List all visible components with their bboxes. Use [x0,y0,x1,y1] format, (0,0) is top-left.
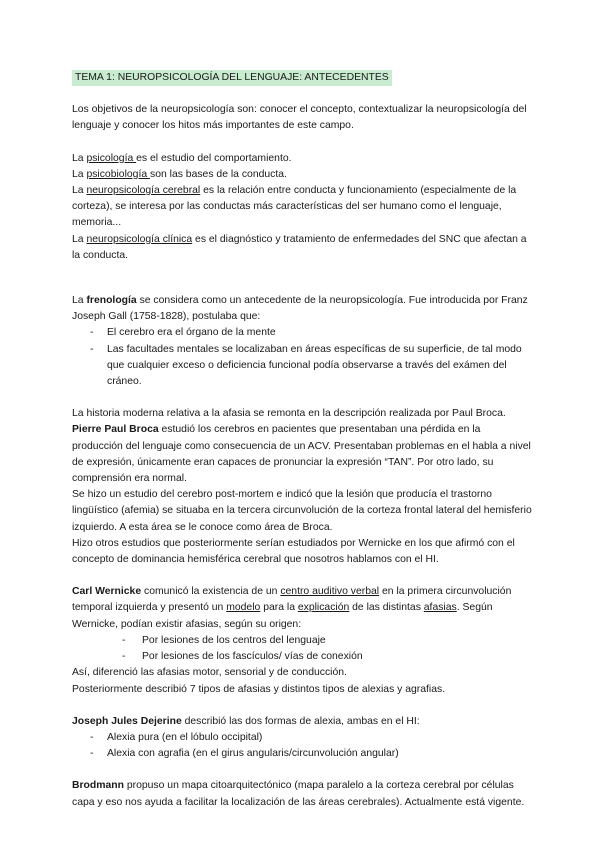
list-item: - Por lesiones de los fascículos/ vías de conexión [72,649,532,665]
def-psicobiologia: La psicobiología son las bases de la conducta. [72,168,287,180]
name-broca: Pierre Paul Broca [72,424,159,436]
term-neuropsicologia-cerebral: neuropsicología cerebral [86,185,201,197]
def-neuropsicologia-cerebral: La neuropsicología cerebral es la relación entre conducta y funcionamiento (especialmente de la corteza), se interesa por las conductas más características del ser humano como el lenguaje, memoria... [72,185,517,229]
title-highlight: TEMA 1: NEUROPSICOLOGÍA DEL LENGUAJE: ANTECEDENTES [72,70,392,86]
dejerine-list [72,730,532,762]
broca-dominance-paragraph: Hizo otros estudios que posteriormente serían estudiados por Wernicke en los que afirmó con el concepto de dominancia hemisférica cerebral que nosotros hablamos con el HI. [72,537,515,566]
name-wernicke: Carl Wernicke [72,586,142,598]
term-psicobiologia: psicobiología [86,168,150,180]
list-item: - Alexia pura (en el lóbulo occipital) [72,730,532,746]
wernicke-types: Posteriormente describió 7 tipos de afasias y distintos tipos de alexias y agrafias. [72,683,446,695]
term-neuropsicologia-clinica: neuropsicología clínica [86,233,193,245]
def-neuropsicologia-clinica: La neuropsicología clínica es el diagnóstico y tratamiento de enfermedades del SNC que afectan a la conducta. [72,233,527,261]
frenologia-paragraph: La frenología se considera como un antecedente de la neuropsicología. Fue introducida por Franz Joseph Gall (1758-1828), postulaba que: [72,295,528,323]
name-brodmann: Brodmann [72,780,124,792]
wernicke-differentiation: Así, diferenció las afasias motor, sensorial y de conducción. [72,667,347,679]
broca-paragraph: Pierre Paul Broca estudió los cerebros en pacientes que presentaban una pérdida en la producción del lenguaje como consecuencia de un ACV. Presentaban problemas en el habla a nivel de expresión, únicamente eran capaces de pronunciar la expresión “TAN”. Por otro lado, su comprensión era normal. [72,424,531,485]
wernicke-paragraph: Carl Wernicke comunicó la existencia de un centro auditivo verbal en la primera circunvolución temporal izquierda y presentó un modelo para la explicación de las distintas afasias. Según Wernicke, podían existir afasias, según su origen: [72,586,512,630]
list-item: - Por lesiones de los centros del lenguaje [72,633,532,649]
term-frenologia: frenología [86,295,137,307]
broca-study-paragraph: Se hizo un estudio del cerebro post-mortem e indicó que la lesión que producía el trastorno lingüístico (afemia) se situaba en la tercera circunvolución de la corteza frontal lateral del hemisferio izquierdo. A esta área se le conoce como área de Broca. [72,489,532,533]
brodmann-paragraph: Brodmann propuso un mapa citoarquitectónico (mapa paralelo a la corteza cerebral por células capa y eso nos ayuda a facilitar la localización de las áreas cerebrales). Actualmente está vigente. [72,780,525,808]
intro-paragraph: Los objetivos de la neuropsicología son: conocer el concepto, contextualizar la neuropsicología del lenguaje y conocer los hitos más importantes de este campo. [72,104,527,132]
term-psicologia: psicología [86,152,137,164]
dejerine-paragraph: Joseph Jules Dejerine describió las dos formas de alexia, ambas en el HI: [72,715,420,727]
frenologia-list [72,325,532,390]
page-title [72,70,532,86]
name-dejerine: Joseph Jules Dejerine [72,715,182,727]
list-item: - Las facultades mentales se localizaban en áreas específicas de su superficie, de tal modo que cualquier exceso o deficiencia funcional podía observarse a través del exámen del cráneo. [72,342,532,391]
def-psicologia: La psicología es el estudio del comportamiento. [72,152,292,164]
wernicke-list [72,633,532,665]
list-item: - Alexia con agrafia (en el girus angularis/circunvolución angular) [72,746,532,762]
afasia-history-paragraph: La historia moderna relativa a la afasia se remonta en la descripción realizada por Paul Broca. [72,408,506,420]
list-item: - El cerebro era el órgano de la mente [72,325,532,341]
document-body [72,70,532,811]
